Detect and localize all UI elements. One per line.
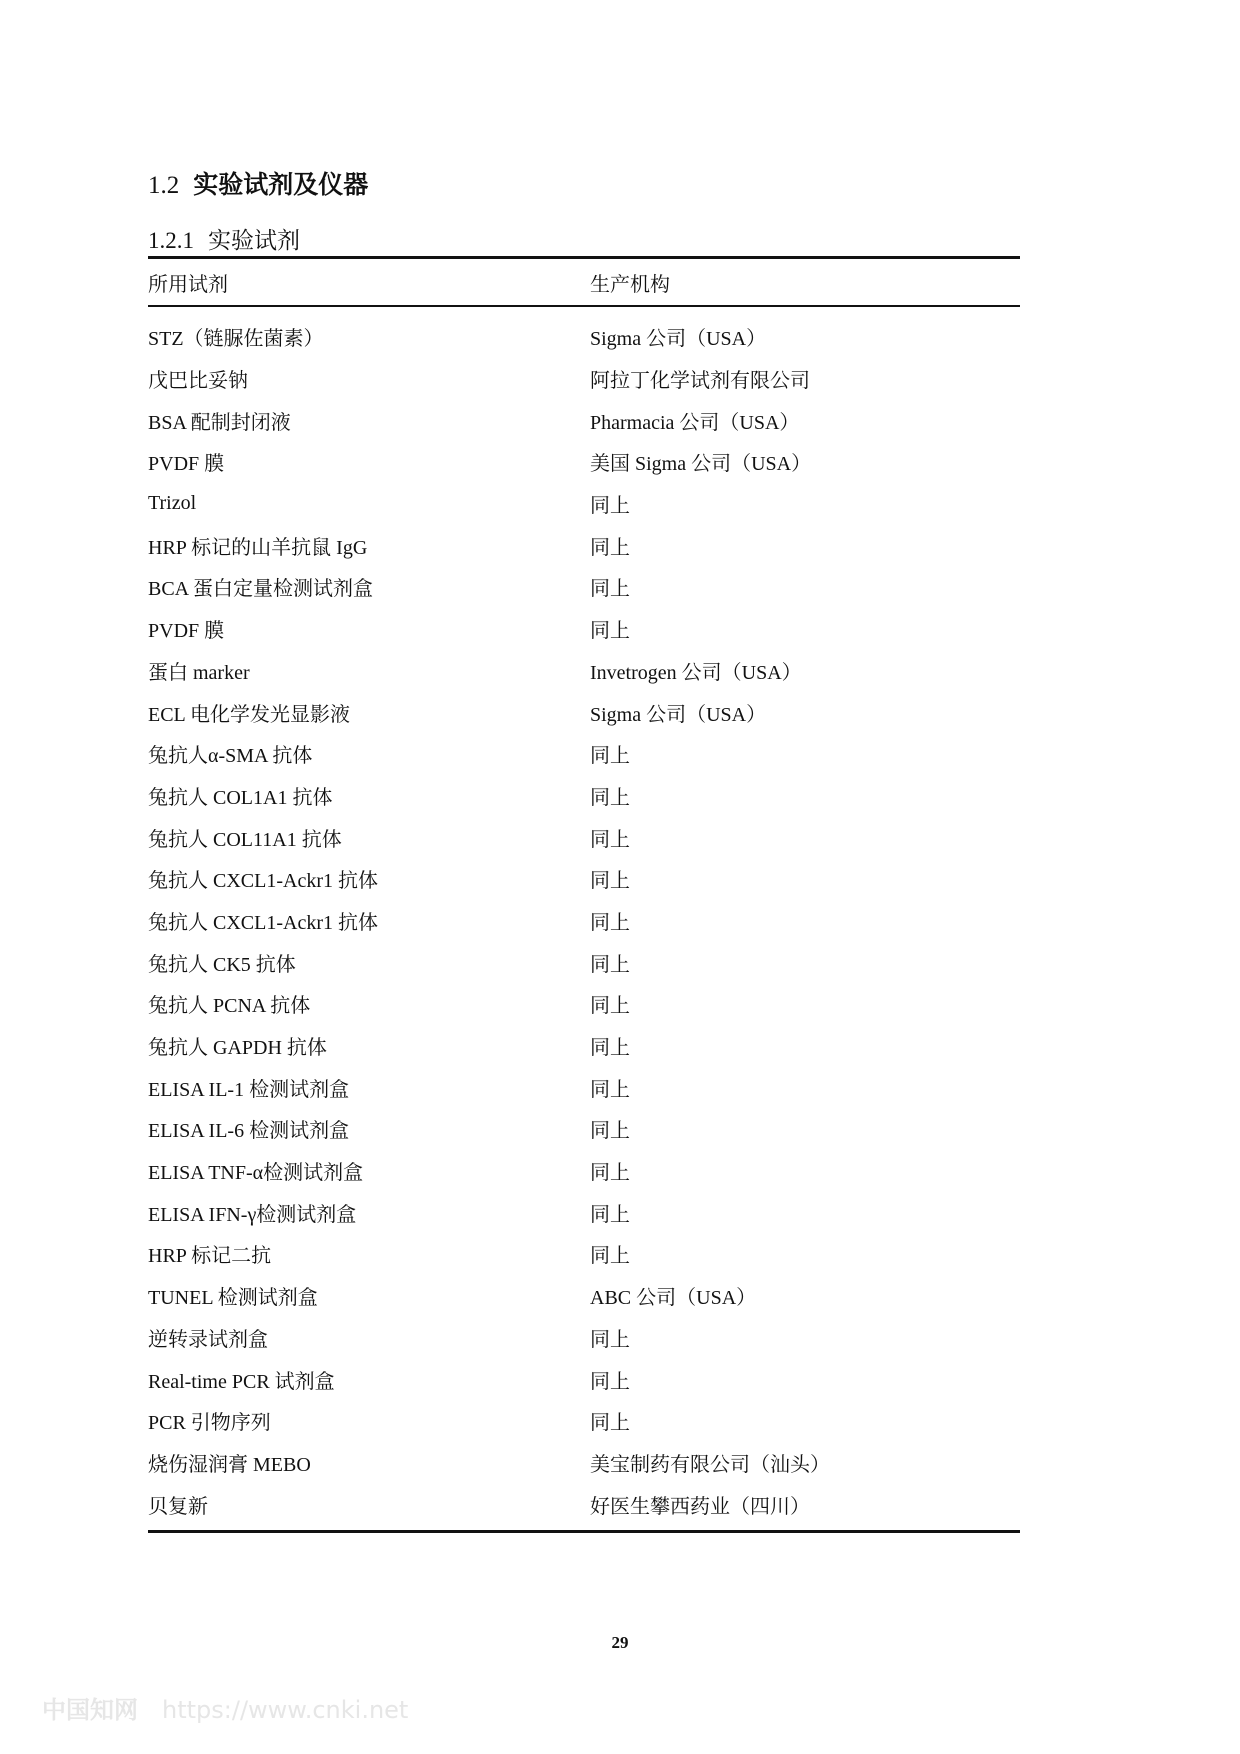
reagent-cell: 逆转录试剂盒 [148,1328,268,1351]
manufacturer-cell: 同上 [590,1120,630,1143]
manufacturer-cell: 同上 [590,870,630,893]
table-row [148,1150,1020,1192]
reagent-cell: 兔抗人 COL11A1 抗体 [148,828,342,851]
reagent-cell: BCA 蛋白定量检测试剂盒 [148,578,374,601]
section-number: 1.2 [148,172,180,199]
reagent-cell: 兔抗人 CXCL1-Ackr1 抗体 [148,870,378,893]
table-row [148,441,1020,483]
table-row [148,775,1020,817]
manufacturer-cell: 同上 [590,1328,630,1351]
table-row [148,316,1020,358]
manufacturer-cell: Sigma 公司（USA） [590,703,767,726]
table-row [148,1233,1020,1275]
table-row [148,566,1020,608]
reagent-cell: 兔抗人 CK5 抗体 [148,953,296,976]
manufacturer-cell: 同上 [590,1078,630,1101]
reagent-cell: TUNEL 检测试剂盒 [148,1287,318,1310]
table-row [148,983,1020,1025]
manufacturer-cell: 阿拉丁化学试剂有限公司 [590,370,810,393]
manufacturer-cell: 同上 [590,578,630,601]
manufacturer-cell: 同上 [590,536,630,559]
section-title: 实验试剂及仪器 [193,172,369,199]
table-row [148,1275,1020,1317]
reagent-cell: 烧伤湿润膏 MEBO [148,1453,311,1476]
table-row [148,483,1020,525]
reagents-table [148,256,1020,1533]
table-row [148,524,1020,566]
manufacturer-cell: 好医生攀西药业（四川） [590,1495,810,1518]
reagent-cell: 兔抗人 CXCL1-Ackr1 抗体 [148,911,378,934]
manufacturer-cell: 美国 Sigma 公司（USA） [590,453,812,476]
table-row [148,858,1020,900]
reagent-cell: HRP 标记的山羊抗鼠 IgG [148,536,368,559]
table-row [148,900,1020,942]
table-row [148,1191,1020,1233]
watermark [42,1690,408,1725]
reagent-cell: 贝复新 [148,1495,208,1518]
table-body [148,307,1020,1530]
manufacturer-cell: Invetrogen 公司（USA） [590,661,802,684]
table-row [148,1400,1020,1442]
reagent-cell: ECL 电化学发光显影液 [148,703,351,726]
reagent-cell: 戊巴比妥钠 [148,370,248,393]
table-row [148,650,1020,692]
reagent-cell: 兔抗人 GAPDH 抗体 [148,1037,327,1060]
manufacturer-cell: 同上 [590,828,630,851]
reagent-cell: 兔抗人 PCNA 抗体 [148,995,311,1018]
table-row [148,608,1020,650]
watermark-brand: 中国知网 [42,1696,138,1724]
reagent-cell: ELISA IFN-γ检测试剂盒 [148,1203,357,1226]
manufacturer-cell: 同上 [590,1162,630,1185]
manufacturer-cell: 同上 [590,1037,630,1060]
manufacturer-cell: ABC 公司（USA） [590,1287,757,1310]
subsection-heading [148,222,300,255]
manufacturer-cell: 同上 [590,495,630,518]
table-row [148,1483,1020,1525]
reagent-cell: PCR 引物序列 [148,1412,271,1435]
manufacturer-cell: 同上 [590,620,630,643]
table-row [148,733,1020,775]
section-heading [148,165,368,201]
manufacturer-cell: 同上 [590,786,630,809]
reagent-cell: ELISA IL-1 检测试剂盒 [148,1078,350,1101]
reagent-cell: ELISA TNF-α检测试剂盒 [148,1162,364,1185]
table-row [148,691,1020,733]
manufacturer-cell: 同上 [590,745,630,768]
table-row [148,1025,1020,1067]
manufacturer-cell: 同上 [590,911,630,934]
reagent-cell: Trizol [148,492,197,515]
reagent-cell: Real-time PCR 试剂盒 [148,1370,335,1393]
reagent-cell: BSA 配制封闭液 [148,411,291,434]
manufacturer-cell: 同上 [590,1370,630,1393]
page-number: 29 [611,1633,629,1652]
manufacturer-cell: 同上 [590,1203,630,1226]
reagent-cell: STZ（链脲佐菌素） [148,328,324,351]
reagent-cell: PVDF 膜 [148,620,225,643]
table-row [148,1066,1020,1108]
reagent-cell: PVDF 膜 [148,453,225,476]
table-row [148,1108,1020,1150]
table-row [148,1442,1020,1484]
manufacturer-cell: Sigma 公司（USA） [590,328,767,351]
manufacturer-cell: 同上 [590,1412,630,1435]
reagent-cell: 兔抗人α-SMA 抗体 [148,745,313,768]
subsection-number: 1.2.1 [148,228,194,253]
table-bottom-rule [148,1530,1020,1533]
watermark-url: https://www.cnki.net [162,1696,409,1724]
reagent-cell: ELISA IL-6 检测试剂盒 [148,1120,350,1143]
manufacturer-cell: Pharmacia 公司（USA） [590,411,800,434]
table-row [148,1317,1020,1359]
table-row [148,1358,1020,1400]
column-header-reagent: 所用试剂 [148,273,228,296]
reagent-cell: 蛋白 marker [148,661,250,684]
table-row [148,816,1020,858]
manufacturer-cell: 同上 [590,1245,630,1268]
reagent-cell: HRP 标记二抗 [148,1245,272,1268]
table-row [148,399,1020,441]
table-row [148,941,1020,983]
manufacturer-cell: 同上 [590,953,630,976]
subsection-title: 实验试剂 [208,228,300,253]
manufacturer-cell: 同上 [590,995,630,1018]
table-row [148,358,1020,400]
table-header-row [148,259,1020,305]
manufacturer-cell: 美宝制药有限公司（汕头） [590,1453,830,1476]
column-header-manufacturer: 生产机构 [590,273,670,296]
reagent-cell: 兔抗人 COL1A1 抗体 [148,786,333,809]
